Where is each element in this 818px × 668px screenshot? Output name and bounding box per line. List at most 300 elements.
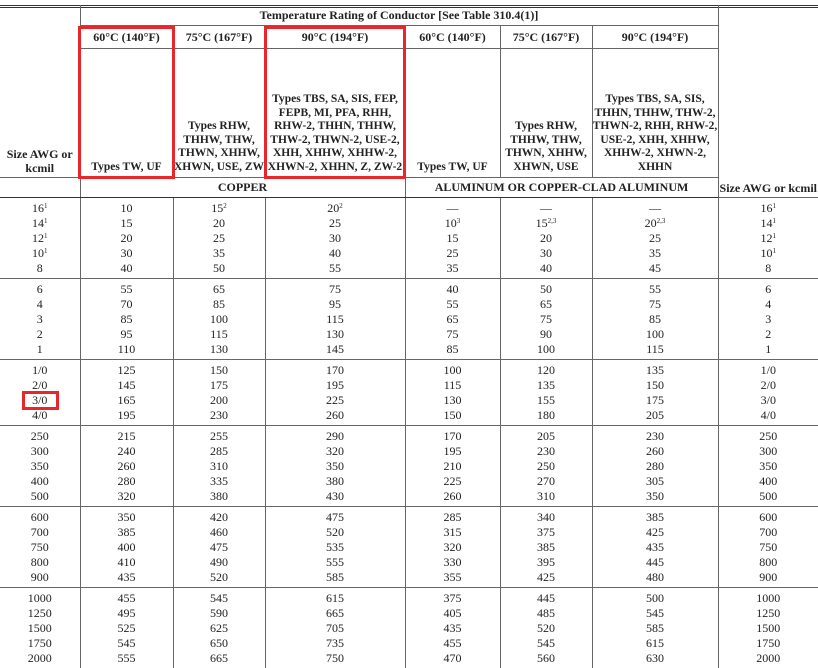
- cell-value: 1750: [28, 636, 52, 650]
- cell-value: 700: [31, 525, 49, 539]
- cell-value: 800: [759, 555, 777, 569]
- ampacity-cell: [592, 474, 718, 489]
- cell-value: 665: [326, 606, 344, 620]
- ampacity-cell: [80, 588, 173, 607]
- table-row: [0, 297, 818, 312]
- highlight-90c-copper: [264, 26, 406, 179]
- cell-value: 535: [326, 540, 344, 554]
- ampacity-cell: [265, 555, 405, 570]
- cell-value: 475: [326, 510, 344, 524]
- cell-value: 270: [537, 474, 555, 488]
- size-cell: [0, 621, 80, 636]
- ampacity-cell: [500, 279, 592, 298]
- ampacity-cell: [265, 489, 405, 507]
- cell-value: 585: [326, 570, 344, 584]
- ampacity-cell: [265, 636, 405, 651]
- cell-value: 285: [210, 444, 228, 458]
- ampacity-cell: [500, 342, 592, 360]
- size-cell: [0, 489, 80, 507]
- ampacity-cell: [173, 261, 265, 279]
- cell-value: 25: [213, 231, 225, 245]
- cell-value: 250: [537, 459, 555, 473]
- ampacity-cell: [173, 216, 265, 231]
- cell-value: 405: [444, 606, 462, 620]
- ampacity-cell: [265, 342, 405, 360]
- cell-value: 40: [329, 246, 341, 260]
- ampacity-cell: [173, 279, 265, 298]
- cell-value: 115: [444, 378, 462, 392]
- ampacity-cell: [80, 297, 173, 312]
- cell-value: 2: [765, 327, 771, 341]
- cell-value: 100: [537, 342, 555, 356]
- ampacity-cell: [592, 216, 718, 231]
- ampacity-cell: [80, 426, 173, 445]
- cell-value: 85: [447, 342, 459, 356]
- ampacity-cell: [500, 474, 592, 489]
- ampacity-cell: [265, 231, 405, 246]
- cell-value: 600: [31, 510, 49, 524]
- cell-value: 15: [536, 216, 548, 230]
- ampacity-cell: [592, 198, 718, 217]
- cell-value: 350: [31, 459, 49, 473]
- ampacity-cell: [80, 378, 173, 393]
- cell-value: 625: [210, 621, 228, 635]
- table-row: [0, 426, 818, 445]
- ampacity-cell: [173, 540, 265, 555]
- table-row: [0, 444, 818, 459]
- footnote-ref: 1: [44, 202, 48, 210]
- size-cell: [0, 408, 80, 426]
- table-row: [0, 474, 818, 489]
- size-cell: [718, 408, 818, 426]
- ampacity-cell: [405, 393, 500, 408]
- ampacity-cell: [80, 444, 173, 459]
- ampacity-cell: [592, 606, 718, 621]
- highlight-60c-copper: [78, 26, 175, 179]
- size-cell: [718, 231, 818, 246]
- cell-value: 10: [121, 201, 133, 215]
- ampacity-cell: [265, 459, 405, 474]
- ampacity-cell: [592, 459, 718, 474]
- size-cell: [718, 246, 818, 261]
- size-header-right: Size AWG or kcmil: [718, 5, 818, 198]
- table-row: [0, 246, 818, 261]
- ampacity-cell: [592, 621, 718, 636]
- cell-value: 445: [537, 591, 555, 605]
- ampacity-cell: [592, 636, 718, 651]
- cell-value: 320: [326, 444, 344, 458]
- ampacity-cell: [173, 378, 265, 393]
- cell-value: 380: [210, 489, 228, 503]
- ampacity-cell: [173, 198, 265, 217]
- cell-value: 75: [540, 312, 552, 326]
- cell-value: 20: [327, 201, 339, 215]
- size-cell: [718, 588, 818, 607]
- cell-value: 230: [210, 408, 228, 422]
- cell-value: 255: [210, 429, 228, 443]
- cell-value: 75: [649, 297, 661, 311]
- ampacity-cell: [80, 360, 173, 379]
- size-cell: [0, 570, 80, 588]
- types-header: Types RHW, THHW, THW, THWN, XHHW, XHWN, USE, ZW: [173, 49, 265, 178]
- ampacity-cell: [500, 261, 592, 279]
- cell-value: 20: [213, 216, 225, 230]
- table-row: [0, 279, 818, 298]
- ampacity-cell: [405, 426, 500, 445]
- ampacity-cell: [500, 444, 592, 459]
- cell-value: 12: [761, 231, 773, 245]
- types-header: Types TBS, SA, SIS, FEP, FEPB, MI, PFA, RHH, RHW-2, THHN, THHW, THW-2, THWN-2, USE-2, XHH, XHHW, XHHW-2, XHWN-2, XHHN, Z, ZW-2: [265, 49, 405, 178]
- cell-value: 120: [537, 363, 555, 377]
- ampacity-cell: [173, 459, 265, 474]
- cell-value: 455: [118, 591, 136, 605]
- ampacity-cell: [500, 570, 592, 588]
- cell-value: 520: [210, 570, 228, 584]
- cell-value: 16: [761, 201, 773, 215]
- ampacity-cell: [405, 279, 500, 298]
- table-row: [0, 261, 818, 279]
- ampacity-cell: [500, 246, 592, 261]
- cell-value: 55: [121, 282, 133, 296]
- ampacity-cell: [265, 507, 405, 526]
- cell-value: 205: [646, 408, 664, 422]
- cell-value: 25: [329, 216, 341, 230]
- ampacity-cell: [405, 198, 500, 217]
- ampacity-cell: [405, 246, 500, 261]
- cell-value: 555: [326, 555, 344, 569]
- cell-value: 10: [761, 246, 773, 260]
- cell-value: 4: [37, 297, 43, 311]
- size-cell: [718, 393, 818, 408]
- size-cell: [0, 525, 80, 540]
- cell-value: 225: [326, 393, 344, 407]
- cell-value: 100: [646, 327, 664, 341]
- cell-value: 170: [326, 363, 344, 377]
- temp-header: 90°C (194°F): [265, 26, 405, 49]
- ampacity-cell: [592, 312, 718, 327]
- ampacity-cell: [265, 408, 405, 426]
- cell-value: 230: [646, 429, 664, 443]
- cell-value: 165: [118, 393, 136, 407]
- cell-value: 310: [537, 489, 555, 503]
- cell-value: 8: [37, 261, 43, 275]
- ampacity-cell: [405, 327, 500, 342]
- cell-value: 260: [326, 408, 344, 422]
- size-cell: [718, 555, 818, 570]
- cell-value: 10: [445, 216, 457, 230]
- cell-value: 65: [213, 282, 225, 296]
- size-cell: [0, 360, 80, 379]
- ampacity-cell: [173, 312, 265, 327]
- ampacity-cell: [405, 507, 500, 526]
- cell-value: 150: [646, 378, 664, 392]
- ampacity-cell: [265, 540, 405, 555]
- ampacity-cell: [80, 261, 173, 279]
- ampacity-cell: [80, 246, 173, 261]
- cell-value: 145: [118, 378, 136, 392]
- cell-value: 590: [210, 606, 228, 620]
- cell-value: 200: [210, 393, 228, 407]
- footnote-ref: 1: [773, 247, 777, 255]
- cell-value: 75: [329, 282, 341, 296]
- cell-value: 585: [646, 621, 664, 635]
- ampacity-cell: [80, 198, 173, 217]
- cell-value: 385: [118, 525, 136, 539]
- cell-value: 420: [210, 510, 228, 524]
- cell-value: 600: [759, 510, 777, 524]
- cell-value: 175: [646, 393, 664, 407]
- ampacity-cell: [592, 651, 718, 668]
- ampacity-cell: [500, 606, 592, 621]
- size-cell: [0, 327, 80, 342]
- ampacity-cell: [500, 360, 592, 379]
- size-cell: [0, 342, 80, 360]
- cell-value: 95: [329, 297, 341, 311]
- ampacity-cell: [80, 216, 173, 231]
- ampacity-cell: [80, 459, 173, 474]
- ampacity-cell: [405, 525, 500, 540]
- cell-value: 145: [326, 342, 344, 356]
- ampacity-cell: [80, 636, 173, 651]
- cell-value: —: [649, 201, 661, 215]
- ampacity-cell: [173, 651, 265, 668]
- ampacity-cell: [173, 426, 265, 445]
- cell-value: 100: [210, 312, 228, 326]
- cell-value: 2: [37, 327, 43, 341]
- cell-value: 115: [210, 327, 228, 341]
- cell-value: 2/0: [32, 378, 47, 392]
- ampacity-cell: [265, 588, 405, 607]
- ampacity-cell: [500, 507, 592, 526]
- table-row: [0, 231, 818, 246]
- cell-value: 310: [210, 459, 228, 473]
- cell-value: 55: [447, 297, 459, 311]
- ampacity-cell: [405, 312, 500, 327]
- cell-value: 500: [759, 489, 777, 503]
- cell-value: 400: [759, 474, 777, 488]
- cell-value: 10: [32, 246, 44, 260]
- cell-value: 300: [759, 444, 777, 458]
- ampacity-cell: [500, 525, 592, 540]
- ampacity-cell: [80, 606, 173, 621]
- cell-value: 3: [765, 312, 771, 326]
- cell-value: 50: [213, 261, 225, 275]
- cell-value: 12: [32, 231, 44, 245]
- footnote-ref: 2: [223, 202, 227, 210]
- ampacity-cell: [500, 459, 592, 474]
- cell-value: 260: [646, 444, 664, 458]
- ampacity-cell: [173, 570, 265, 588]
- ampacity-cell: [265, 474, 405, 489]
- ampacity-cell: [265, 621, 405, 636]
- table-row: [0, 588, 818, 607]
- ampacity-cell: [500, 651, 592, 668]
- ampacity-cell: [80, 327, 173, 342]
- cell-value: 400: [31, 474, 49, 488]
- cell-value: 435: [118, 570, 136, 584]
- ampacity-cell: [405, 408, 500, 426]
- ampacity-cell: [405, 588, 500, 607]
- ampacity-cell: [80, 540, 173, 555]
- cell-value: 385: [537, 540, 555, 554]
- ampacity-cell: [500, 588, 592, 607]
- cell-value: 6: [765, 282, 771, 296]
- ampacity-cell: [592, 525, 718, 540]
- cell-value: 115: [326, 312, 344, 326]
- ampacity-cell: [592, 444, 718, 459]
- ampacity-cell: [173, 360, 265, 379]
- ampacity-cell: [80, 231, 173, 246]
- cell-value: 480: [646, 570, 664, 584]
- cell-value: 6: [37, 282, 43, 296]
- ampacity-cell: [405, 606, 500, 621]
- ampacity-cell: [80, 555, 173, 570]
- cell-value: 750: [326, 651, 344, 665]
- size-cell: [718, 216, 818, 231]
- cell-value: 15: [211, 201, 223, 215]
- cell-value: —: [447, 201, 459, 215]
- ampacity-cell: [592, 279, 718, 298]
- cell-value: 700: [759, 525, 777, 539]
- cell-value: 485: [537, 606, 555, 620]
- ampacity-cell: [265, 606, 405, 621]
- ampacity-cell: [80, 342, 173, 360]
- ampacity-cell: [173, 393, 265, 408]
- ampacity-cell: [265, 297, 405, 312]
- cell-value: —: [540, 201, 552, 215]
- cell-value: 30: [121, 246, 133, 260]
- cell-value: 630: [646, 651, 664, 665]
- highlight-size-3-0: [22, 391, 59, 410]
- size-cell: [718, 525, 818, 540]
- ampacity-cell: [405, 489, 500, 507]
- size-cell: [0, 261, 80, 279]
- cell-value: 340: [537, 510, 555, 524]
- ampacity-cell: [500, 555, 592, 570]
- cell-value: 2000: [28, 651, 52, 665]
- ampacity-cell: [173, 606, 265, 621]
- size-cell: [0, 444, 80, 459]
- ampacity-cell: [173, 525, 265, 540]
- ampacity-cell: [80, 393, 173, 408]
- cell-value: 130: [210, 342, 228, 356]
- cell-value: 320: [118, 489, 136, 503]
- ampacity-table-page: [0, 5, 818, 668]
- cell-value: 350: [118, 510, 136, 524]
- ampacity-cell: [405, 216, 500, 231]
- table-row: [0, 216, 818, 231]
- footnote-ref: 1: [773, 217, 777, 225]
- ampacity-cell: [500, 621, 592, 636]
- cell-value: 70: [121, 297, 133, 311]
- table-row: [0, 327, 818, 342]
- cell-value: 305: [646, 474, 664, 488]
- cell-value: 735: [326, 636, 344, 650]
- table-row: [0, 525, 818, 540]
- cell-value: 300: [31, 444, 49, 458]
- size-cell: [0, 507, 80, 526]
- cell-value: 470: [444, 651, 462, 665]
- ampacity-cell: [173, 408, 265, 426]
- cell-value: 100: [444, 363, 462, 377]
- cell-value: 350: [326, 459, 344, 473]
- cell-value: 400: [118, 540, 136, 554]
- table-row: [0, 570, 818, 588]
- ampacity-cell: [80, 408, 173, 426]
- cell-value: 315: [444, 525, 462, 539]
- ampacity-cell: [80, 570, 173, 588]
- size-cell: [0, 426, 80, 445]
- cell-value: 16: [32, 201, 44, 215]
- ampacity-cell: [500, 198, 592, 217]
- size-cell: [718, 279, 818, 298]
- ampacity-cell: [592, 327, 718, 342]
- cell-value: 430: [326, 489, 344, 503]
- ampacity-cell: [500, 426, 592, 445]
- cell-value: 900: [759, 570, 777, 584]
- table-row: [0, 621, 818, 636]
- temp-header: 75°C (167°F): [500, 26, 592, 49]
- cell-value: 410: [118, 555, 136, 569]
- cell-value: 375: [537, 525, 555, 539]
- cell-value: 250: [31, 429, 49, 443]
- ampacity-cell: [265, 312, 405, 327]
- cell-value: 435: [444, 621, 462, 635]
- cell-value: 40: [540, 261, 552, 275]
- cell-value: 900: [31, 570, 49, 584]
- size-cell: [0, 474, 80, 489]
- cell-value: 385: [646, 510, 664, 524]
- ampacity-cell: [405, 474, 500, 489]
- size-cell: [0, 297, 80, 312]
- ampacity-cell: [173, 474, 265, 489]
- cell-value: 15: [121, 216, 133, 230]
- cell-value: 55: [649, 282, 661, 296]
- cell-value: 35: [213, 246, 225, 260]
- ampacity-cell: [405, 342, 500, 360]
- table-row: [0, 312, 818, 327]
- cell-value: 195: [118, 408, 136, 422]
- ampacity-cell: [405, 297, 500, 312]
- cell-value: 520: [326, 525, 344, 539]
- cell-value: 520: [537, 621, 555, 635]
- ampacity-cell: [592, 570, 718, 588]
- cell-value: 3/0: [761, 393, 776, 407]
- table-row: [0, 459, 818, 474]
- cell-value: 525: [118, 621, 136, 635]
- cell-value: 110: [118, 342, 136, 356]
- types-header: Types TW, UF: [405, 49, 500, 178]
- cell-value: 40: [121, 261, 133, 275]
- cell-value: 1000: [28, 591, 52, 605]
- cell-value: 4/0: [32, 408, 47, 422]
- size-cell: [718, 426, 818, 445]
- size-cell: [0, 216, 80, 231]
- ampacity-cell: [405, 378, 500, 393]
- ampacity-cell: [173, 246, 265, 261]
- temp-header: 60°C (140°F): [405, 26, 500, 49]
- ampacity-cell: [592, 408, 718, 426]
- ampacity-cell: [405, 444, 500, 459]
- cell-value: 135: [646, 363, 664, 377]
- size-cell: [718, 651, 818, 668]
- ampacity-cell: [500, 216, 592, 231]
- size-cell: [0, 540, 80, 555]
- cell-value: 85: [121, 312, 133, 326]
- cell-value: 475: [210, 540, 228, 554]
- cell-value: 20: [540, 231, 552, 245]
- cell-value: 14: [32, 216, 44, 230]
